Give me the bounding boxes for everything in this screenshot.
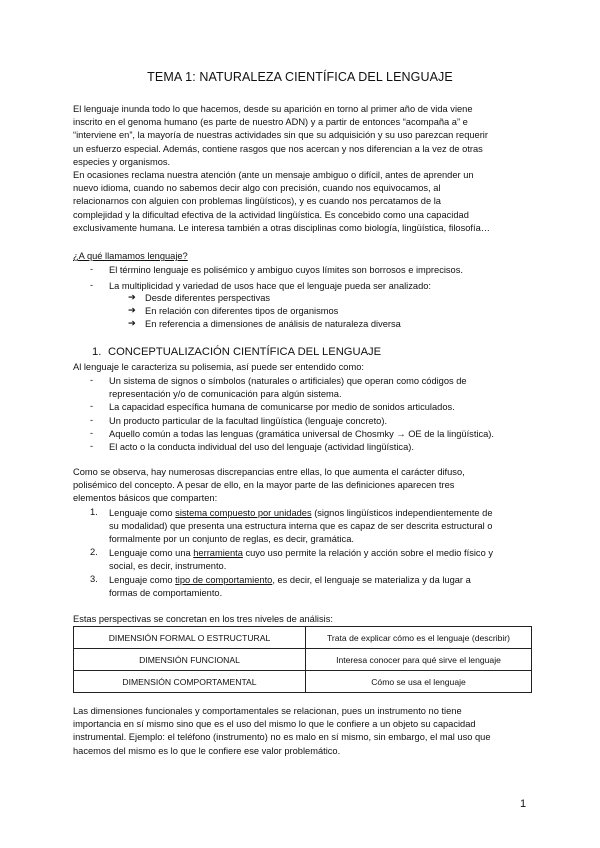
intro-paragraph-2 (73, 169, 533, 235)
table-row (74, 671, 532, 693)
text-line: En ocasiones reclama nuestra atención (ante un mensaje ambiguo o difícil, antes de aprender un (73, 170, 474, 180)
text-line: Como se observa, hay numerosas discrepancias entre ellas, lo que aumenta el carácter difuso, (73, 467, 465, 477)
closing-paragraph (73, 705, 533, 758)
text-run: Lenguaje como (109, 508, 176, 518)
text-run: cuyo uso permite la relación y acción sobre el medio físico y (242, 548, 493, 558)
ordered-number: 3. (90, 574, 98, 584)
key-term: tipo de comportamiento (175, 575, 273, 585)
page-title: TEMA 1: NATURALEZA CIENTÍFICA DEL LENGUAJE (147, 70, 453, 84)
arrow-item-1: Desde diferentes perspectivas (145, 293, 271, 303)
text-line: nuevo idioma, cuando no sabemos decir algo con precisión, cuando nos equivocamos, al (73, 183, 441, 194)
text-line: “interviene en”, la mayoría de nuestras actividades sin que su adquisición y su uso parezcan requerir (73, 130, 488, 141)
ordered-item-1-cont: formalmente por un conjunto de reglas, es decir, gramática. (109, 534, 354, 544)
dimensions-table (73, 626, 532, 693)
definition-bullet-5: El acto o la conducta individual del uso del lenguaje (actividad lingüística). (109, 442, 414, 452)
arrow-bullet-icon: ➔ (128, 305, 136, 315)
dash-bullet: - (90, 280, 94, 290)
dash-bullet: - (90, 401, 94, 411)
arrow-item-2: En relación con diferentes tipos de organismos (145, 306, 339, 316)
text-line: polisémico del concepto. A pesar de ello, en la mayor parte de las definiciones aparecen tres (73, 480, 455, 491)
ordered-item-1 (109, 507, 493, 520)
definition-bullet-1-cont: representación y/o de comunicación para algún sistema. (109, 389, 342, 399)
dash-bullet: - (90, 428, 94, 438)
question-heading: ¿A qué llamamos lenguaje? (73, 251, 188, 261)
section-heading (92, 346, 381, 358)
dash-bullet: - (90, 415, 94, 425)
text-run: (signos lingüísticos independientemente de (311, 508, 493, 518)
question-bullet-1: El término lenguaje es polisémico y ambiguo cuyos límites son borrosos e imprecisos. (109, 265, 463, 275)
text-line: relacionarnos con alguien con problemas lingüísticos), y es cuando nos percatamos de la (73, 196, 441, 207)
table-row (74, 649, 532, 671)
ordered-item-2-cont: social, es decir, instrumento. (109, 561, 227, 571)
table-cell: Interesa conocer para qué sirve el lenguaje (306, 649, 532, 671)
definition-bullet-2: La capacidad específica humana de comunicarse por medio de sonidos articulados. (109, 402, 455, 412)
text-line: El lenguaje inunda todo lo que hacemos, desde su aparición en torno al primer año de vida viene (73, 104, 473, 114)
text-run: Lenguaje como (109, 575, 176, 585)
observation-paragraph (73, 466, 533, 506)
text-line: exclusivamente humana. Le interesa también a otras disciplinas como biología, lingüística, filosofía… (73, 222, 491, 233)
table-cell: Trata de explicar cómo es el lenguaje (describir) (306, 627, 532, 649)
text-line: especies y organismos. (73, 156, 171, 167)
text-line: instrumental. Ejemplo: el teléfono (instrumento) no es malo en sí mismo, sin embargo, el mal uso que (73, 732, 491, 743)
table-cell: DIMENSIÓN COMPORTAMENTAL (74, 671, 306, 693)
key-term: sistema compuesto por unidades (175, 508, 312, 518)
question-bullet-2: La multiplicidad y variedad de usos hace que el lenguaje pueda ser analizado: (109, 281, 431, 291)
section-title: CONCEPTUALIZACIÓN CIENTÍFICA DEL LENGUAJE (108, 346, 382, 358)
text-line: elementos básicos que comparten: (73, 493, 218, 504)
dash-bullet: - (90, 264, 94, 274)
section-lead: Al lenguaje le caracteriza su polisemia, así puede ser entendido como: (73, 362, 364, 372)
intro-paragraph-1 (73, 103, 533, 169)
ordered-item-1-cont: su modalidad) que presenta una estructura interna que es capaz de ser descrita estructural o (109, 521, 493, 531)
text-line: hacemos del mismo es lo que le confiere ese valor problemático. (73, 745, 341, 756)
definition-bullet-3: Un producto particular de la facultad lingüística (lenguaje concreto). (109, 416, 388, 426)
ordered-item-3-cont: formas de comportamiento. (109, 588, 223, 598)
text-line: complejidad y la dificultad efectiva de la actividad lingüística. Es concebido como una capacidad (73, 209, 469, 220)
ordered-item-2 (109, 547, 493, 560)
dash-bullet: - (90, 375, 94, 385)
table-intro: Estas perspectivas se concretan en los tres niveles de análisis: (73, 614, 333, 624)
page-number: 1 (520, 798, 527, 810)
arrow-bullet-icon: ➔ (128, 292, 136, 302)
table-cell: DIMENSIÓN FUNCIONAL (74, 649, 306, 671)
table-cell: DIMENSIÓN FORMAL O ESTRUCTURAL (74, 627, 306, 649)
key-term: herramienta (193, 548, 243, 558)
text-line: Las dimensiones funcionales y comportamentales se relacionan, pues un instrumento no tiene (73, 706, 462, 716)
ordered-item-3 (109, 574, 471, 587)
text-line: un esfuerzo especial. Además, contiene rasgos que nos acercan y nos diferencian a la vez de otras (73, 143, 483, 154)
table-row (74, 627, 532, 649)
text-run: Lenguaje como una (109, 548, 194, 558)
dash-bullet: - (90, 441, 94, 451)
section-number: 1. (92, 346, 102, 358)
definition-bullet-4: Aquello común a todas las lenguas (gramática universal de Chosmky → OE de la lingüística). (109, 429, 494, 439)
table-cell: Cómo se usa el lenguaje (306, 671, 532, 693)
definition-bullet-1: Un sistema de signos o símbolos (naturales o artificiales) que operan como códigos de (109, 376, 467, 386)
text-line: importancia en sí mismo sino que es el uso del mismo lo que le confiere a un objeto su capacidad (73, 719, 476, 730)
ordered-number: 1. (90, 507, 98, 517)
text-run: , es decir, el lenguaje se materializa y da lugar a (272, 575, 471, 585)
arrow-item-3: En referencia a dimensiones de análisis de naturaleza diversa (145, 319, 401, 329)
ordered-number: 2. (90, 547, 98, 557)
arrow-bullet-icon: ➔ (128, 318, 136, 328)
text-line: inscrito en el genoma humano (es parte de nuestro ADN) y a partir de entonces “acompaña a” e (73, 117, 468, 128)
